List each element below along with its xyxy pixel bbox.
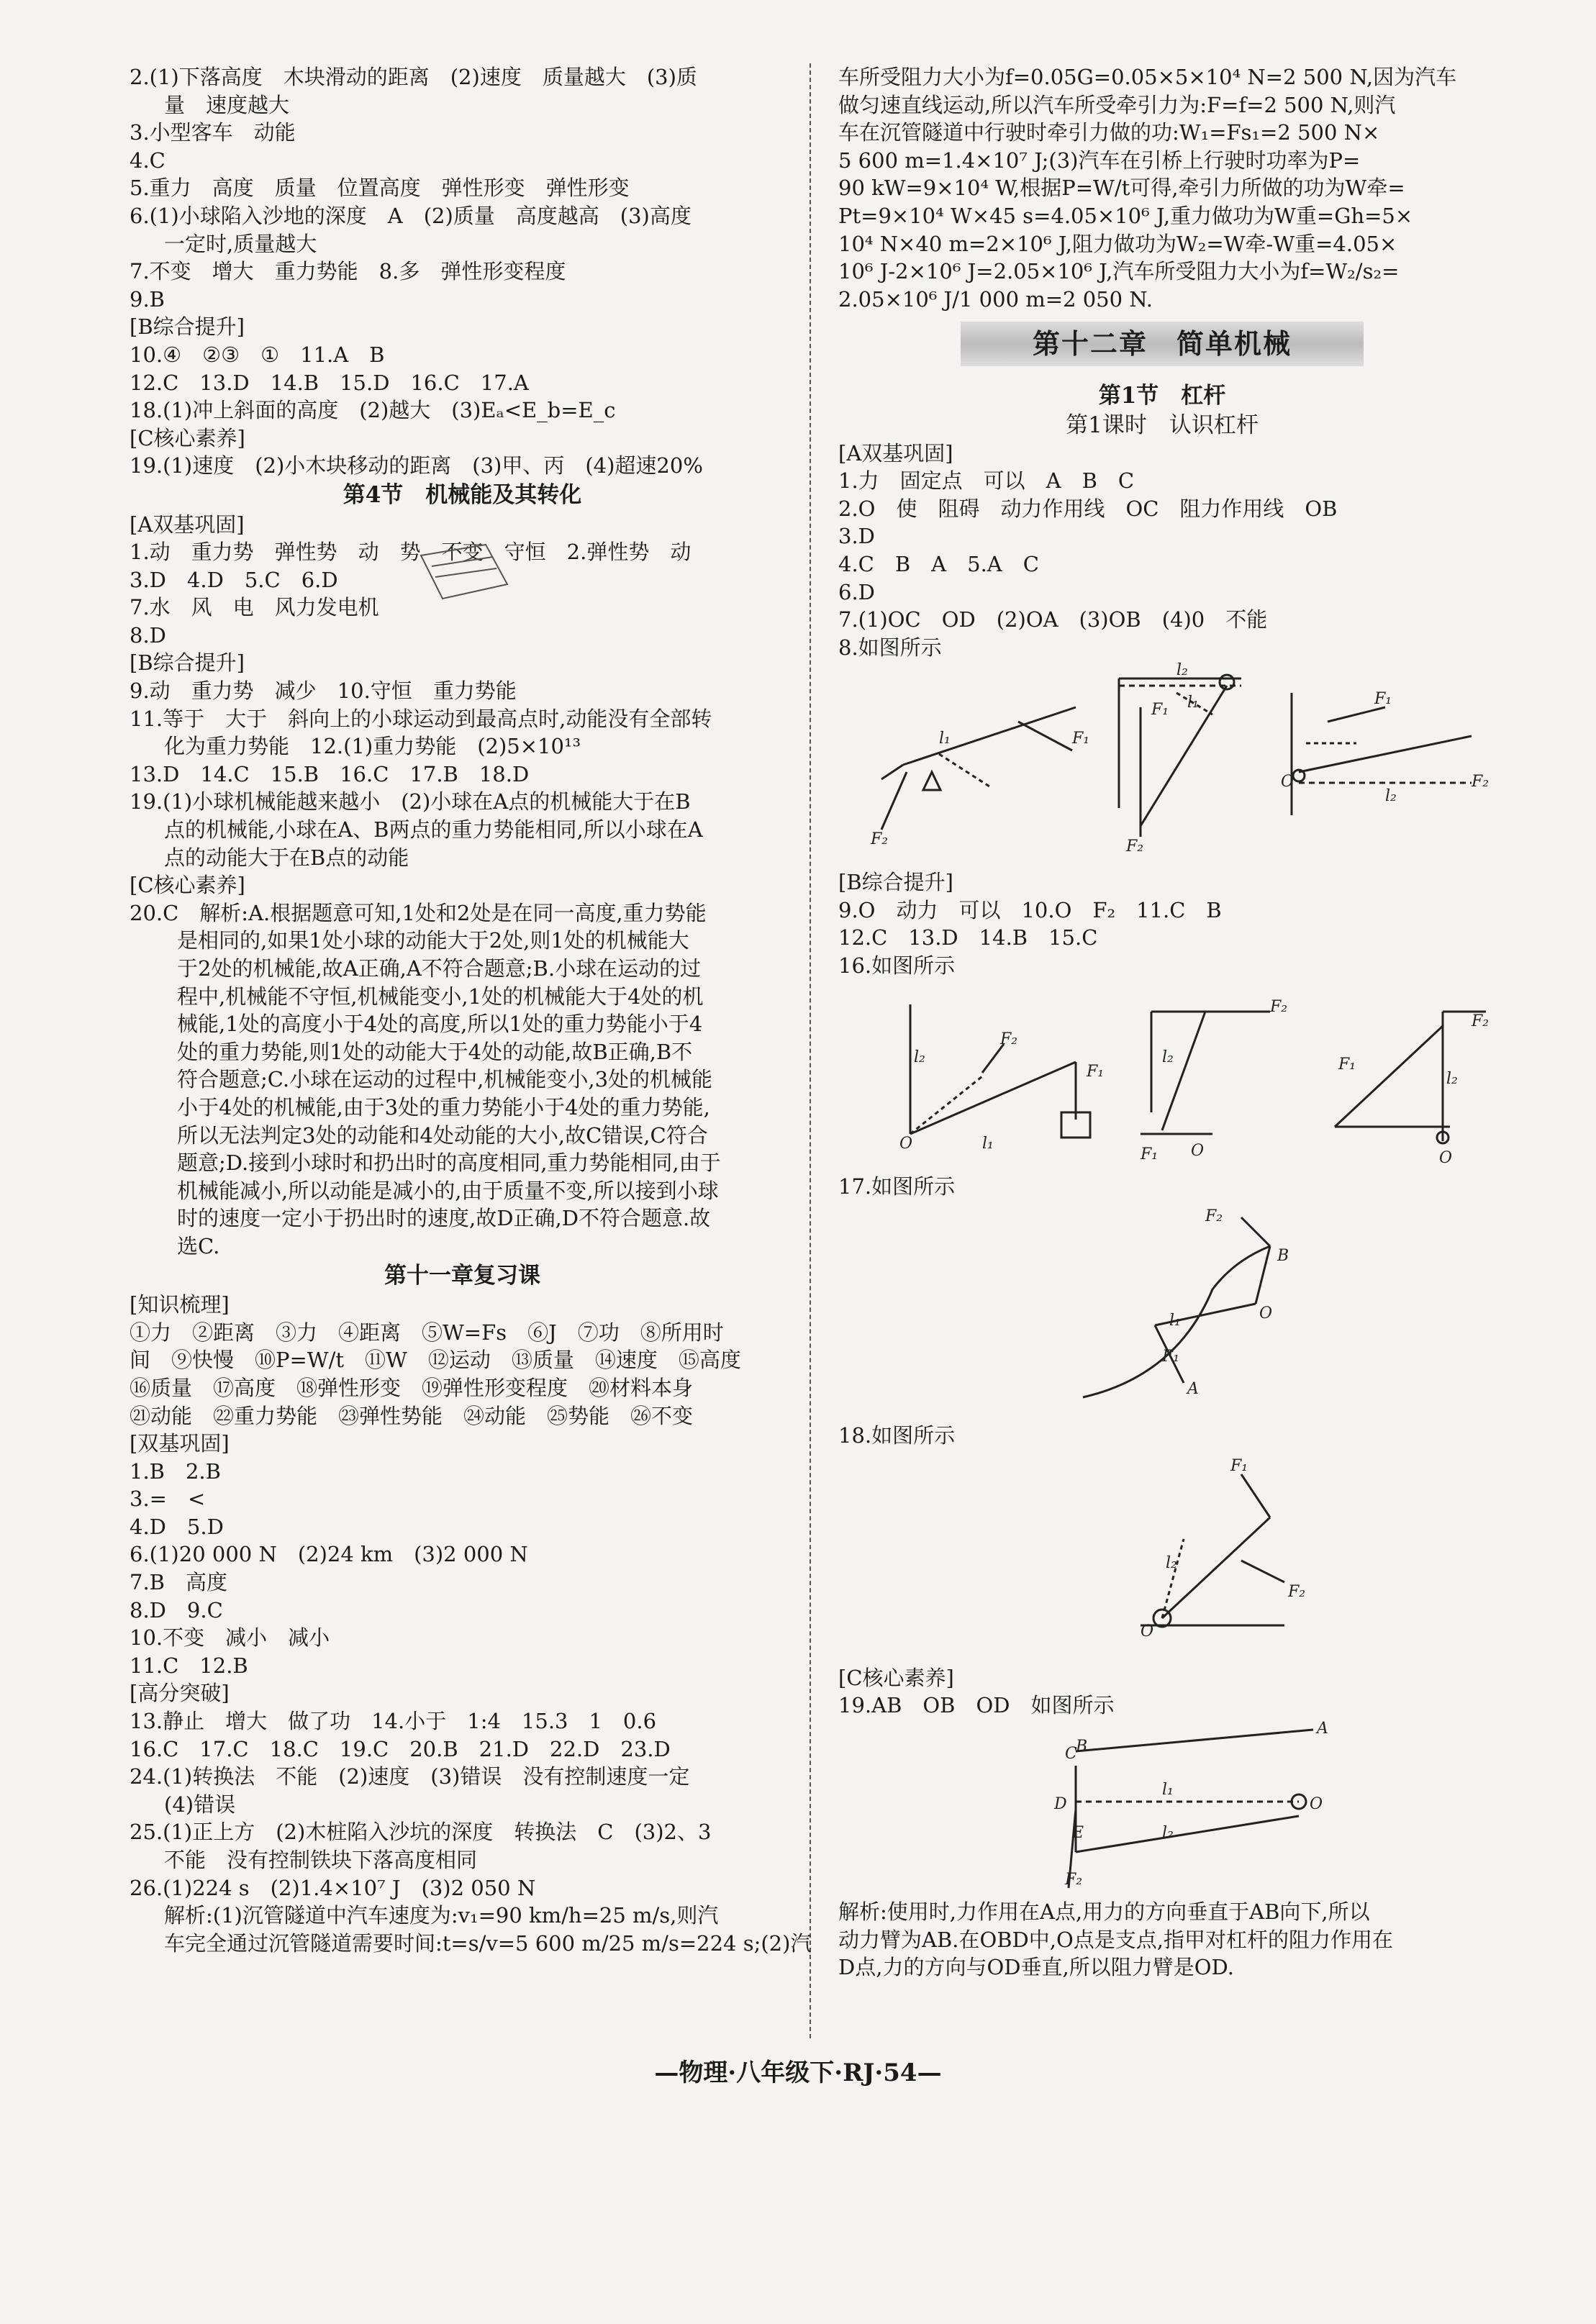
svg-text:F₁: F₁ [1374, 690, 1392, 709]
svg-text:l₂: l₂ [1446, 1069, 1458, 1088]
left-line: 是相同的,如果1处小球的动能大于2处,则1处的机械能大 [177, 928, 689, 953]
answer-a-line: 8.如图所示 [838, 635, 942, 660]
svg-text:l₂: l₂ [1162, 1048, 1174, 1066]
svg-text:l₂: l₂ [1176, 661, 1188, 680]
left-line: 8.D 9.C [130, 1597, 223, 1622]
left-line: 处的重力势能,则1处的动能大于4处的动能,故B正确,B不 [177, 1039, 693, 1064]
answer-a-line: 1.力 固定点 可以 A B C [838, 468, 1135, 494]
svg-text:F₂: F₂ [1288, 1582, 1306, 1601]
left-line: 16.C 17.C 18.C 19.C 20.B 21.D 22.D 23.D [130, 1736, 671, 1761]
svg-text:O: O [1191, 1141, 1205, 1160]
left-line: [B综合提升] [130, 314, 245, 340]
left-line: [双基巩固] [130, 1431, 230, 1456]
section-a-answers [838, 440, 1486, 662]
page-footer: —物理·八年级下·RJ·54— [654, 2059, 942, 2087]
explanation-line: 动力臂为AB.在OBD中,O点是支点,指甲对杠杆的阻力作用在 [838, 1927, 1394, 1952]
left-line: 1.动 重力势 弹性势 动 势 不变 守恒 2.弹性势 动 [130, 540, 692, 565]
left-line: [高分突破] [130, 1681, 230, 1706]
figure-q8 [838, 661, 1490, 866]
left-line: 程中,机械能不守恒,机械能变小,1处的机械能大于4处的机 [177, 984, 704, 1009]
svg-text:O: O [1439, 1148, 1453, 1167]
right-top-line: 5 600 m=1.4×10⁷ J;(3)汽车在引桥上行驶时功率为P= [838, 147, 1361, 173]
left-line: 26.(1)224 s (2)1.4×10⁷ J (3)2 050 N [130, 1875, 536, 1900]
figure-q18 [838, 1453, 1486, 1661]
svg-text:E: E [1072, 1824, 1084, 1843]
answer-c-line: 19.AB OB OD 如图所示 [838, 1693, 1115, 1718]
figure-q19 [838, 1722, 1486, 1895]
right-top-line: 车在沉管隧道中行驶时牵引力做的功:W₁=Fs₁=2 500 N× [838, 120, 1380, 145]
left-line: 13.静止 增大 做了功 14.小于 1:4 15.3 1 0.6 [130, 1709, 657, 1734]
right-top-line: 10⁶ J-2×10⁶ J=2.05×10⁶ J,汽车所受阻力大小为f=W₂/s₂= [838, 259, 1400, 284]
right-top-line: 90 kW=9×10⁴ W,根据P=W/t可得,牵引力所做的功为W牵= [838, 176, 1405, 201]
svg-text:F₁: F₁ [1151, 701, 1169, 720]
svg-text:O: O [899, 1134, 913, 1153]
svg-text:l₁: l₁ [1162, 1781, 1174, 1799]
left-line: 化为重力势能 12.(1)重力势能 (2)5×10¹³ [164, 734, 581, 759]
svg-text:l₁: l₁ [939, 730, 951, 748]
q17-line: 17.如图所示 [838, 1174, 956, 1199]
answer-a-line: 7.(1)OC OD (2)OA (3)OB (4)0 不能 [838, 607, 1268, 632]
left-line: [B综合提升] [130, 650, 245, 676]
svg-text:F₂: F₂ [1065, 1871, 1083, 1889]
explanation-line: D点,力的方向与OD垂直,所以阻力臂是OD. [838, 1955, 1234, 1980]
svg-text:B: B [1076, 1738, 1088, 1756]
left-line: 第十一章复习课 [384, 1262, 540, 1289]
answer-b-line: 9.O 动力 可以 10.O F₂ 11.C B [838, 897, 1222, 922]
answer-b-line: 12.C 13.D 14.B 15.C [838, 925, 1098, 950]
left-line: [A双基巩固] [130, 512, 245, 537]
svg-text:F₁: F₁ [1072, 730, 1090, 748]
svg-text:F₁: F₁ [1338, 1055, 1356, 1074]
left-line: 25.(1)正上方 (2)木桩陷入沙坑的深度 转换法 C (3)2、3 [130, 1820, 712, 1845]
left-line: [C核心素养] [130, 425, 245, 450]
left-line: ㉑动能 ㉒重力势能 ㉓弹性势能 ㉔动能 ㉕势能 ㉖不变 [130, 1403, 694, 1428]
left-line: 第4节 机械能及其转化 [343, 481, 582, 508]
section-c-answers [838, 1664, 1486, 1720]
answer-b-line: 16.如图所示 [838, 953, 956, 979]
left-line: 3.小型客车 动能 [130, 120, 296, 145]
left-line: [知识梳理] [130, 1292, 230, 1317]
left-line: 7.水 风 电 风力发电机 [130, 595, 379, 620]
left-line: 3.D 4.D 5.C 6.D [130, 567, 338, 592]
svg-text:l₂: l₂ [1166, 1553, 1177, 1572]
svg-text:F₁: F₁ [1141, 1145, 1159, 1163]
explanation-line: 解析:使用时,力作用在A点,用力的方向垂直于AB向下,所以 [838, 1899, 1370, 1925]
left-line: 1.B 2.B [130, 1458, 221, 1484]
left-line: 解析:(1)沉管隧道中汽车速度为:v₁=90 km/h=25 m/s,则汽 [164, 1903, 719, 1928]
q19-explanation [838, 1898, 1486, 1982]
left-line: 量 速度越大 [164, 92, 290, 117]
left-line: [C核心素养] [130, 873, 245, 898]
right-top-line: Pt=9×10⁴ W×45 s=4.05×10⁶ J,重力做功为W重=Gh=5× [838, 203, 1413, 228]
right-top-line: 10⁴ N×40 m=2×10⁶ J,阻力做功为W₂=W牵-W重=4.05× [838, 231, 1397, 256]
svg-text:F₂: F₂ [871, 830, 889, 849]
lesson-title: 第1课时 认识杠杆 [1066, 412, 1259, 438]
right-top-line: 做匀速直线运动,所以汽车所受牵引力为:F=f=2 500 N,则汽 [838, 92, 1396, 117]
svg-text:B: B [1277, 1247, 1289, 1266]
left-line: 7.不变 增大 重力势能 8.多 弹性形变程度 [130, 259, 566, 284]
svg-text:F₁: F₁ [1230, 1456, 1248, 1475]
left-line: 6.(1)小球陷入沙地的深度 A (2)质量 高度越高 (3)高度 [130, 203, 692, 228]
left-line: 符合题意;C.小球在运动的过程中,机械能变小,3处的机械能 [177, 1067, 713, 1092]
figure-q17 [838, 1203, 1486, 1419]
answer-c-line: [C核心素养] [838, 1665, 954, 1690]
chapter-title: 第十二章 简单机械 [961, 322, 1364, 366]
left-line: 所以无法判定3处的动能和4处动能的大小,故C错误,C符合 [177, 1122, 708, 1148]
svg-text:l₂: l₂ [1162, 1824, 1174, 1843]
section-title: 第1节 杠杆 [1098, 383, 1226, 409]
left-line: 11.等于 大于 斜向上的小球运动到最高点时,动能没有全部转 [130, 706, 712, 731]
svg-text:F₂: F₂ [1472, 773, 1490, 791]
stamp-logo [407, 541, 514, 606]
svg-text:D: D [1054, 1795, 1067, 1814]
left-line: 13.D 14.C 15.B 16.C 17.B 18.D [130, 761, 530, 786]
left-line: 题意;D.接到小球时和扔出时的高度相同,重力势能相同,由于 [177, 1150, 721, 1176]
left-line: 2.(1)下落高度 木块滑动的距离 (2)速度 质量越大 (3)质 [130, 65, 697, 89]
left-column [130, 63, 812, 1957]
left-line: 7.B 高度 [130, 1570, 227, 1595]
right-top-line: 车所受阻力大小为f=0.05G=0.05×5×10⁴ N=2 500 N,因为汽车 [838, 65, 1457, 89]
svg-text:F₁: F₁ [1087, 1062, 1105, 1081]
left-line: ⑯质量 ⑰高度 ⑱弹性形变 ⑲弹性形变程度 ⑳材料本身 [130, 1375, 694, 1400]
left-line: 点的动能大于在B点的动能 [164, 845, 409, 870]
left-line: 间 ⑨快慢 ⑩P=W/t ⑪W ⑫运动 ⑬质量 ⑭速度 ⑮高度 [130, 1348, 741, 1373]
svg-text:O: O [1259, 1304, 1273, 1323]
svg-text:O: O [1310, 1795, 1323, 1814]
svg-text:F₂: F₂ [1472, 1012, 1490, 1030]
svg-text:l₁: l₁ [1187, 694, 1199, 712]
svg-text:A: A [1187, 1380, 1199, 1399]
left-line: 车完全通过沉管隧道需要时间:t=s/v=5 600 m/25 m/s=224 s;(2)汽 [164, 1930, 812, 1956]
answer-a-line: 2.O 使 阻碍 动力作用线 OC 阻力作用线 OB [838, 496, 1338, 521]
answer-a-line: 3.D [838, 524, 875, 549]
left-line: 机械能减小,所以动能是减小的,由于质量不变,所以接到小球 [177, 1178, 719, 1203]
left-line: 11.C 12.B [130, 1653, 248, 1678]
left-line: 选C. [177, 1233, 220, 1258]
svg-text:F₂: F₂ [1270, 997, 1288, 1016]
left-line: 不能 没有控制铁块下落高度相同 [164, 1848, 478, 1872]
figure-q16 [838, 983, 1490, 1170]
answer-a-line: 4.C B A 5.A C [838, 551, 1039, 576]
column-divider [810, 63, 811, 2038]
left-line: 12.C 13.D 14.B 15.D 16.C 17.A [130, 370, 529, 395]
left-line: (4)错误 [164, 1792, 236, 1817]
left-line: 一定时,质量越大 [164, 231, 317, 256]
left-line: 9.B [130, 286, 165, 312]
left-line: 8.D [130, 622, 166, 648]
svg-text:F₂: F₂ [1000, 1030, 1018, 1048]
svg-text:l₂: l₂ [914, 1048, 925, 1066]
svg-text:F₂: F₂ [1126, 838, 1144, 856]
svg-text:A: A [1317, 1720, 1328, 1738]
left-line: 20.C 解析:A.根据题意可知,1处和2处是在同一高度,重力势能 [130, 900, 707, 925]
svg-text:F₂: F₂ [1205, 1207, 1223, 1226]
svg-text:l₁: l₁ [982, 1134, 994, 1153]
left-line: 4.D 5.D [130, 1514, 224, 1539]
left-line: ①力 ②距离 ③力 ④距离 ⑤W=Fs ⑥J ⑦功 ⑧所用时 [130, 1320, 724, 1345]
left-line: 3.= < [130, 1486, 206, 1512]
svg-text:O: O [1141, 1622, 1154, 1640]
left-line: 18.(1)冲上斜面的高度 (2)越大 (3)Eₐ<E_b=E_c [130, 398, 616, 423]
q26-continued [838, 63, 1486, 313]
svg-text:F₁: F₁ [1162, 1348, 1180, 1366]
right-top-line: 2.05×10⁶ J/1 000 m=2 050 N. [838, 286, 1153, 312]
answer-b-line: [B综合提升] [838, 870, 953, 895]
svg-text:O: O [1281, 773, 1295, 791]
left-line: 点的机械能,小球在A、B两点的重力势能相同,所以小球在A [164, 817, 703, 843]
svg-text:C: C [1065, 1745, 1077, 1764]
answer-a-line: [A双基巩固] [838, 440, 953, 466]
left-line: 于2处的机械能,故A正确,A不符合题意;B.小球在运动的过 [177, 956, 702, 981]
answer-a-line: 6.D [838, 579, 875, 604]
left-line: 19.(1)速度 (2)小木块移动的距离 (3)甲、丙 (4)超速20% [130, 453, 703, 478]
left-line: 24.(1)转换法 不能 (2)速度 (3)错误 没有控制速度一定 [130, 1764, 690, 1789]
svg-text:l₂: l₂ [1385, 787, 1397, 806]
svg-text:l₁: l₁ [1169, 1312, 1181, 1330]
left-line: 10.④ ②③ ① 11.A B [130, 342, 385, 367]
right-column [838, 63, 1490, 1982]
left-line: 6.(1)20 000 N (2)24 km (3)2 000 N [130, 1542, 528, 1567]
left-line: 5.重力 高度 质量 位置高度 弹性形变 弹性形变 [130, 176, 630, 201]
left-line: 4.C [130, 147, 166, 173]
left-line: 小于4处的机械能,由于3处的重力势能小于4处的重力势能, [177, 1094, 710, 1120]
section-b-answers [838, 868, 1486, 979]
left-line: 10.不变 减小 减小 [130, 1625, 330, 1651]
left-line: 械能,1处的高度小于4处的高度,所以1处的重力势能小于4 [177, 1012, 703, 1037]
q18-line: 18.如图所示 [838, 1423, 956, 1448]
left-line: 19.(1)小球机械能越来越小 (2)小球在A点的机械能大于在B [130, 789, 691, 814]
left-line: 时的速度一定小于扔出时的速度,故D正确,D不符合题意.故 [177, 1206, 711, 1231]
left-line: 9.动 重力势 减少 10.守恒 重力势能 [130, 678, 517, 704]
